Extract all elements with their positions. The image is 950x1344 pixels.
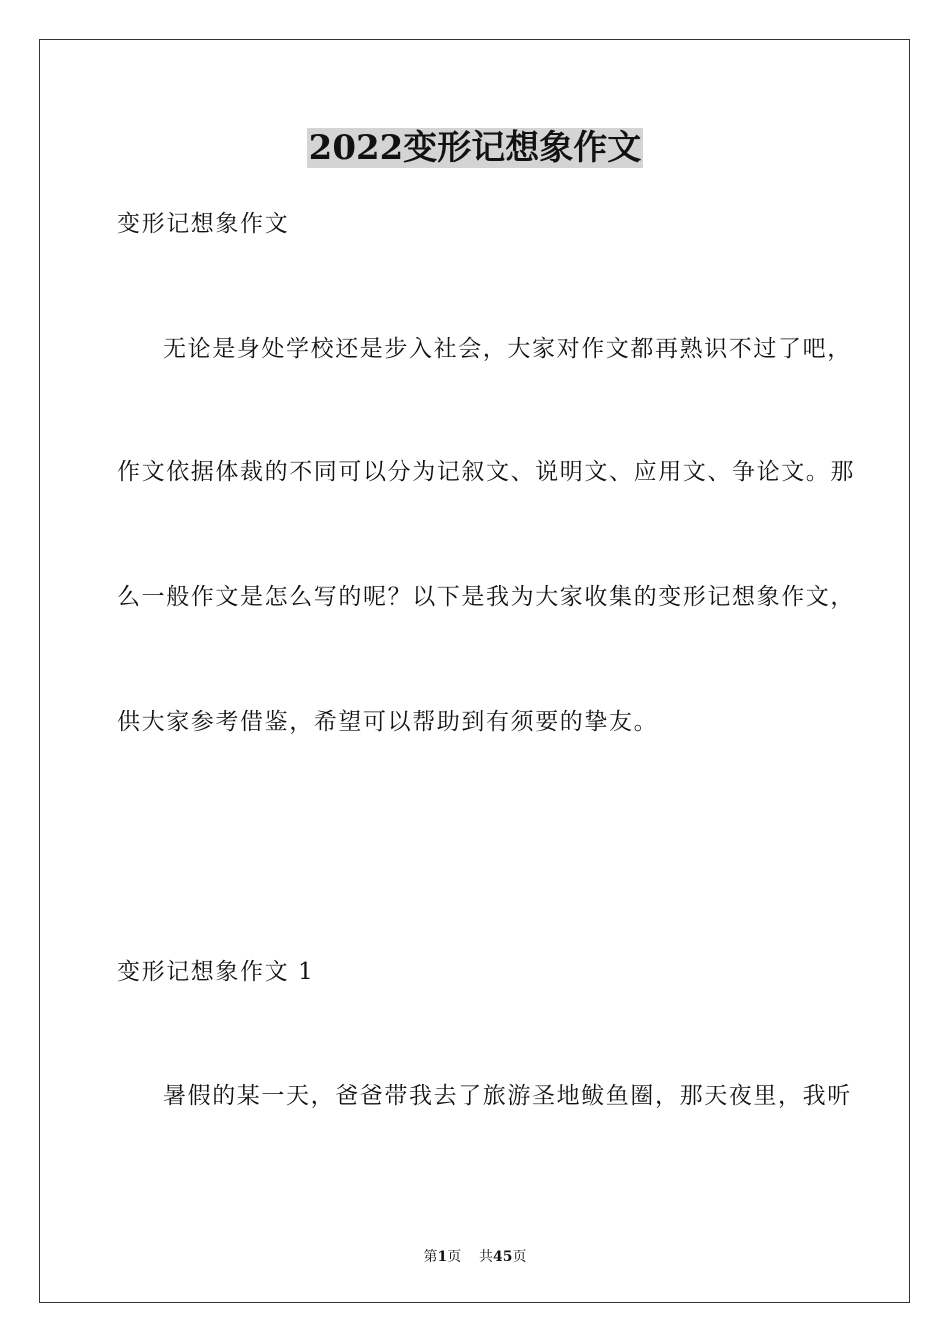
document-title [0, 126, 950, 170]
footer-page-suffix: 页 [447, 1249, 462, 1265]
footer-page-number: 1 [437, 1249, 448, 1265]
footer-total-prefix: 共 [479, 1249, 494, 1265]
paragraph-line: 供大家参考借鉴，希望可以帮助到有须要的挚友。 [117, 709, 659, 735]
page-footer [0, 1248, 950, 1266]
paragraph-line: 无论是身处学校还是步入社会，大家对作文都再熟识不过了吧， [163, 336, 852, 362]
document-title-text: 2022变形记想象作文 [308, 128, 642, 168]
paragraph-line: 么一般作文是怎么写的呢？以下是我为大家收集的变形记想象作文， [117, 584, 855, 610]
paragraph-line: 作文依据体裁的不同可以分为记叙文、说明文、应用文、争论文。那 [117, 459, 855, 485]
section-heading: 变形记想象作文 1 [117, 959, 315, 985]
paragraph-line: 暑假的某一天，爸爸带我去了旅游圣地鲅鱼圈，那天夜里，我听 [163, 1083, 852, 1109]
section-heading: 变形记想象作文 [117, 211, 290, 237]
footer-total-suffix: 页 [512, 1249, 527, 1265]
footer-total-pages: 45 [493, 1249, 513, 1265]
footer-page-prefix: 第 [423, 1249, 438, 1265]
